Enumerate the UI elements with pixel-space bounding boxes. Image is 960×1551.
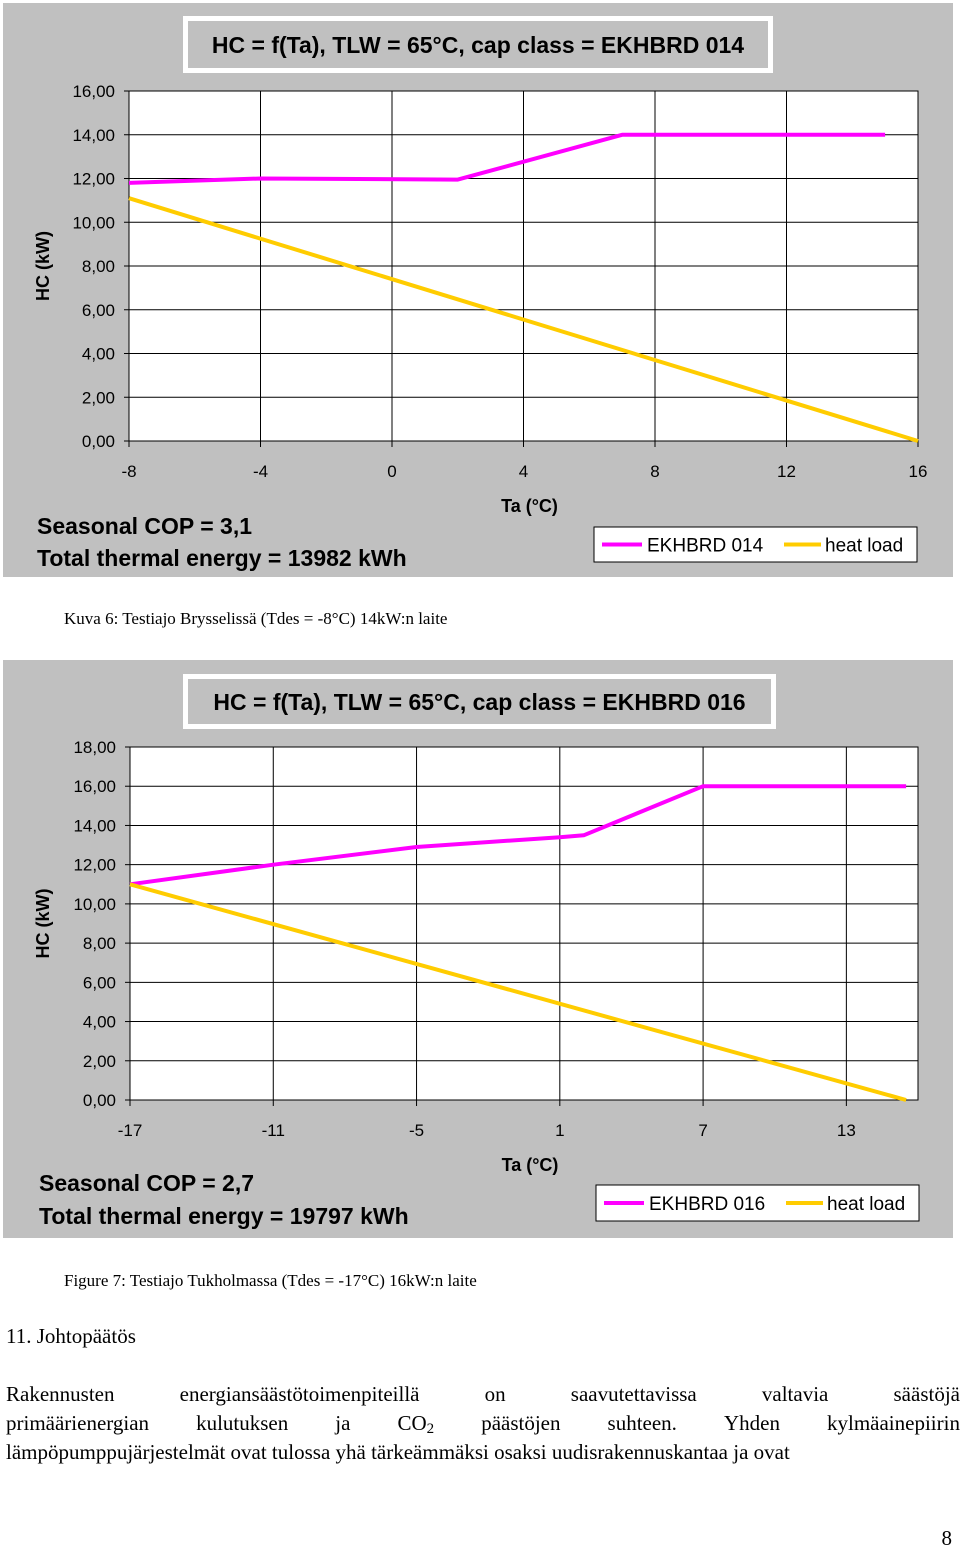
y-tick-label: 4,00	[82, 1012, 116, 1032]
legend-label: EKHBRD 016	[649, 1194, 766, 1215]
x-tick-label: 0	[387, 462, 397, 481]
y-tick-label: 0,00	[82, 1091, 116, 1110]
paragraph-word: kylmäainepiirin	[827, 1411, 960, 1435]
seasonal-cop: Seasonal COP = 2,7	[39, 1170, 254, 1196]
paragraph-word: energiansäästötoimenpiteillä	[179, 1382, 420, 1406]
seasonal-cop: Seasonal COP = 3,1	[37, 513, 252, 539]
paragraph-word: primäärienergian	[6, 1411, 150, 1435]
legend-label: heat load	[827, 1194, 906, 1215]
y-tick-label: 8,00	[82, 934, 116, 954]
paragraph-word: päästöjen	[481, 1411, 561, 1435]
y-tick-label: 2,00	[82, 1051, 116, 1071]
x-axis-label: Ta (°C)	[501, 1155, 559, 1175]
x-tick-label: -11	[261, 1121, 285, 1140]
y-tick-label: 18,00	[73, 738, 116, 757]
y-tick-label: 12,00	[73, 855, 116, 875]
legend-label: heat load	[825, 535, 904, 557]
x-tick-label: -5	[408, 1121, 425, 1140]
section-title: Johtopäätös	[36, 1324, 136, 1348]
y-tick-label: 8,00	[81, 257, 115, 276]
y-axis-label: HC (kW)	[33, 888, 53, 959]
y-tick-label: 6,00	[82, 973, 116, 993]
plot-area	[130, 747, 918, 1100]
legend-label: EKHBRD 014	[647, 535, 764, 557]
paragraph-word: Rakennusten	[6, 1382, 115, 1406]
paragraph-word: kulutuksen	[196, 1411, 289, 1435]
total-thermal-energy: Total thermal energy = 13982 kWh	[37, 545, 407, 571]
y-tick-label: 0,00	[81, 432, 115, 451]
chart-2-svg	[3, 660, 953, 1238]
paragraph-word: suhteen.	[607, 1411, 677, 1435]
x-tick-label: 16	[908, 462, 928, 481]
y-tick-label: 16,00	[73, 777, 116, 797]
y-tick-label: 14,00	[72, 125, 115, 145]
paragraph-word: valtavia	[761, 1382, 829, 1406]
chart-1-caption: Kuva 6: Testiajo Brysselissä (Tdes = -8°C) 14kW:n laite	[64, 609, 448, 628]
total-thermal-energy: Total thermal energy = 19797 kWh	[39, 1203, 409, 1229]
y-tick-label: 2,00	[81, 388, 115, 408]
paragraph-word: Yhden	[723, 1411, 780, 1435]
chart-1	[3, 3, 953, 577]
chart-1-svg	[3, 3, 953, 577]
x-tick-label: 1	[555, 1121, 565, 1140]
chart-2	[3, 660, 953, 1238]
y-tick-label: 10,00	[73, 894, 116, 914]
x-tick-label: 12	[777, 462, 796, 481]
y-tick-label: 16,00	[72, 82, 115, 101]
paragraph-word: ja	[335, 1411, 351, 1435]
y-tick-label: 6,00	[81, 300, 115, 320]
y-tick-label: 12,00	[72, 169, 115, 189]
y-tick-label: 14,00	[73, 816, 116, 836]
section-heading	[6, 1324, 136, 1349]
co2-term	[397, 1411, 434, 1438]
x-tick-label: -4	[252, 462, 269, 481]
co2-main: CO	[397, 1411, 427, 1435]
x-tick-label: -8	[121, 462, 137, 481]
x-tick-label: 8	[650, 462, 660, 481]
paragraph-word: saavutettavissa	[570, 1382, 697, 1406]
y-tick-label: 10,00	[72, 213, 115, 233]
chart-2-caption: Figure 7: Testiajo Tukholmassa (Tdes = -17°C) 16kW:n laite	[64, 1271, 477, 1290]
x-axis-label: Ta (°C)	[501, 496, 558, 516]
x-tick-label: 13	[836, 1121, 856, 1140]
paragraph-line-3: lämpöpumppujärjestelmät ovat tulossa yhä tärkeämmäksi osaksi uudisrakennuskantaa ja ovat	[6, 1440, 790, 1464]
chart-title: HC = f(Ta), TLW = 65°C, cap class = EKHBRD 016	[213, 689, 746, 715]
co2-subscript: 2	[426, 1421, 435, 1437]
x-tick-label: 7	[698, 1121, 708, 1140]
y-axis-label: HC (kW)	[33, 231, 53, 301]
chart-title: HC = f(Ta), TLW = 65°C, cap class = EKHBRD 014	[211, 32, 745, 58]
paragraph-word: säästöjä	[893, 1382, 960, 1406]
x-tick-label: -17	[117, 1121, 143, 1140]
section-number: 11.	[6, 1324, 32, 1348]
x-tick-label: 4	[518, 462, 529, 481]
paragraph-word: on	[484, 1382, 506, 1406]
paragraph-line-1	[6, 1382, 960, 1407]
y-tick-label: 4,00	[81, 344, 115, 364]
paragraph-line-2	[6, 1411, 960, 1438]
page-number: 8	[941, 1526, 952, 1550]
